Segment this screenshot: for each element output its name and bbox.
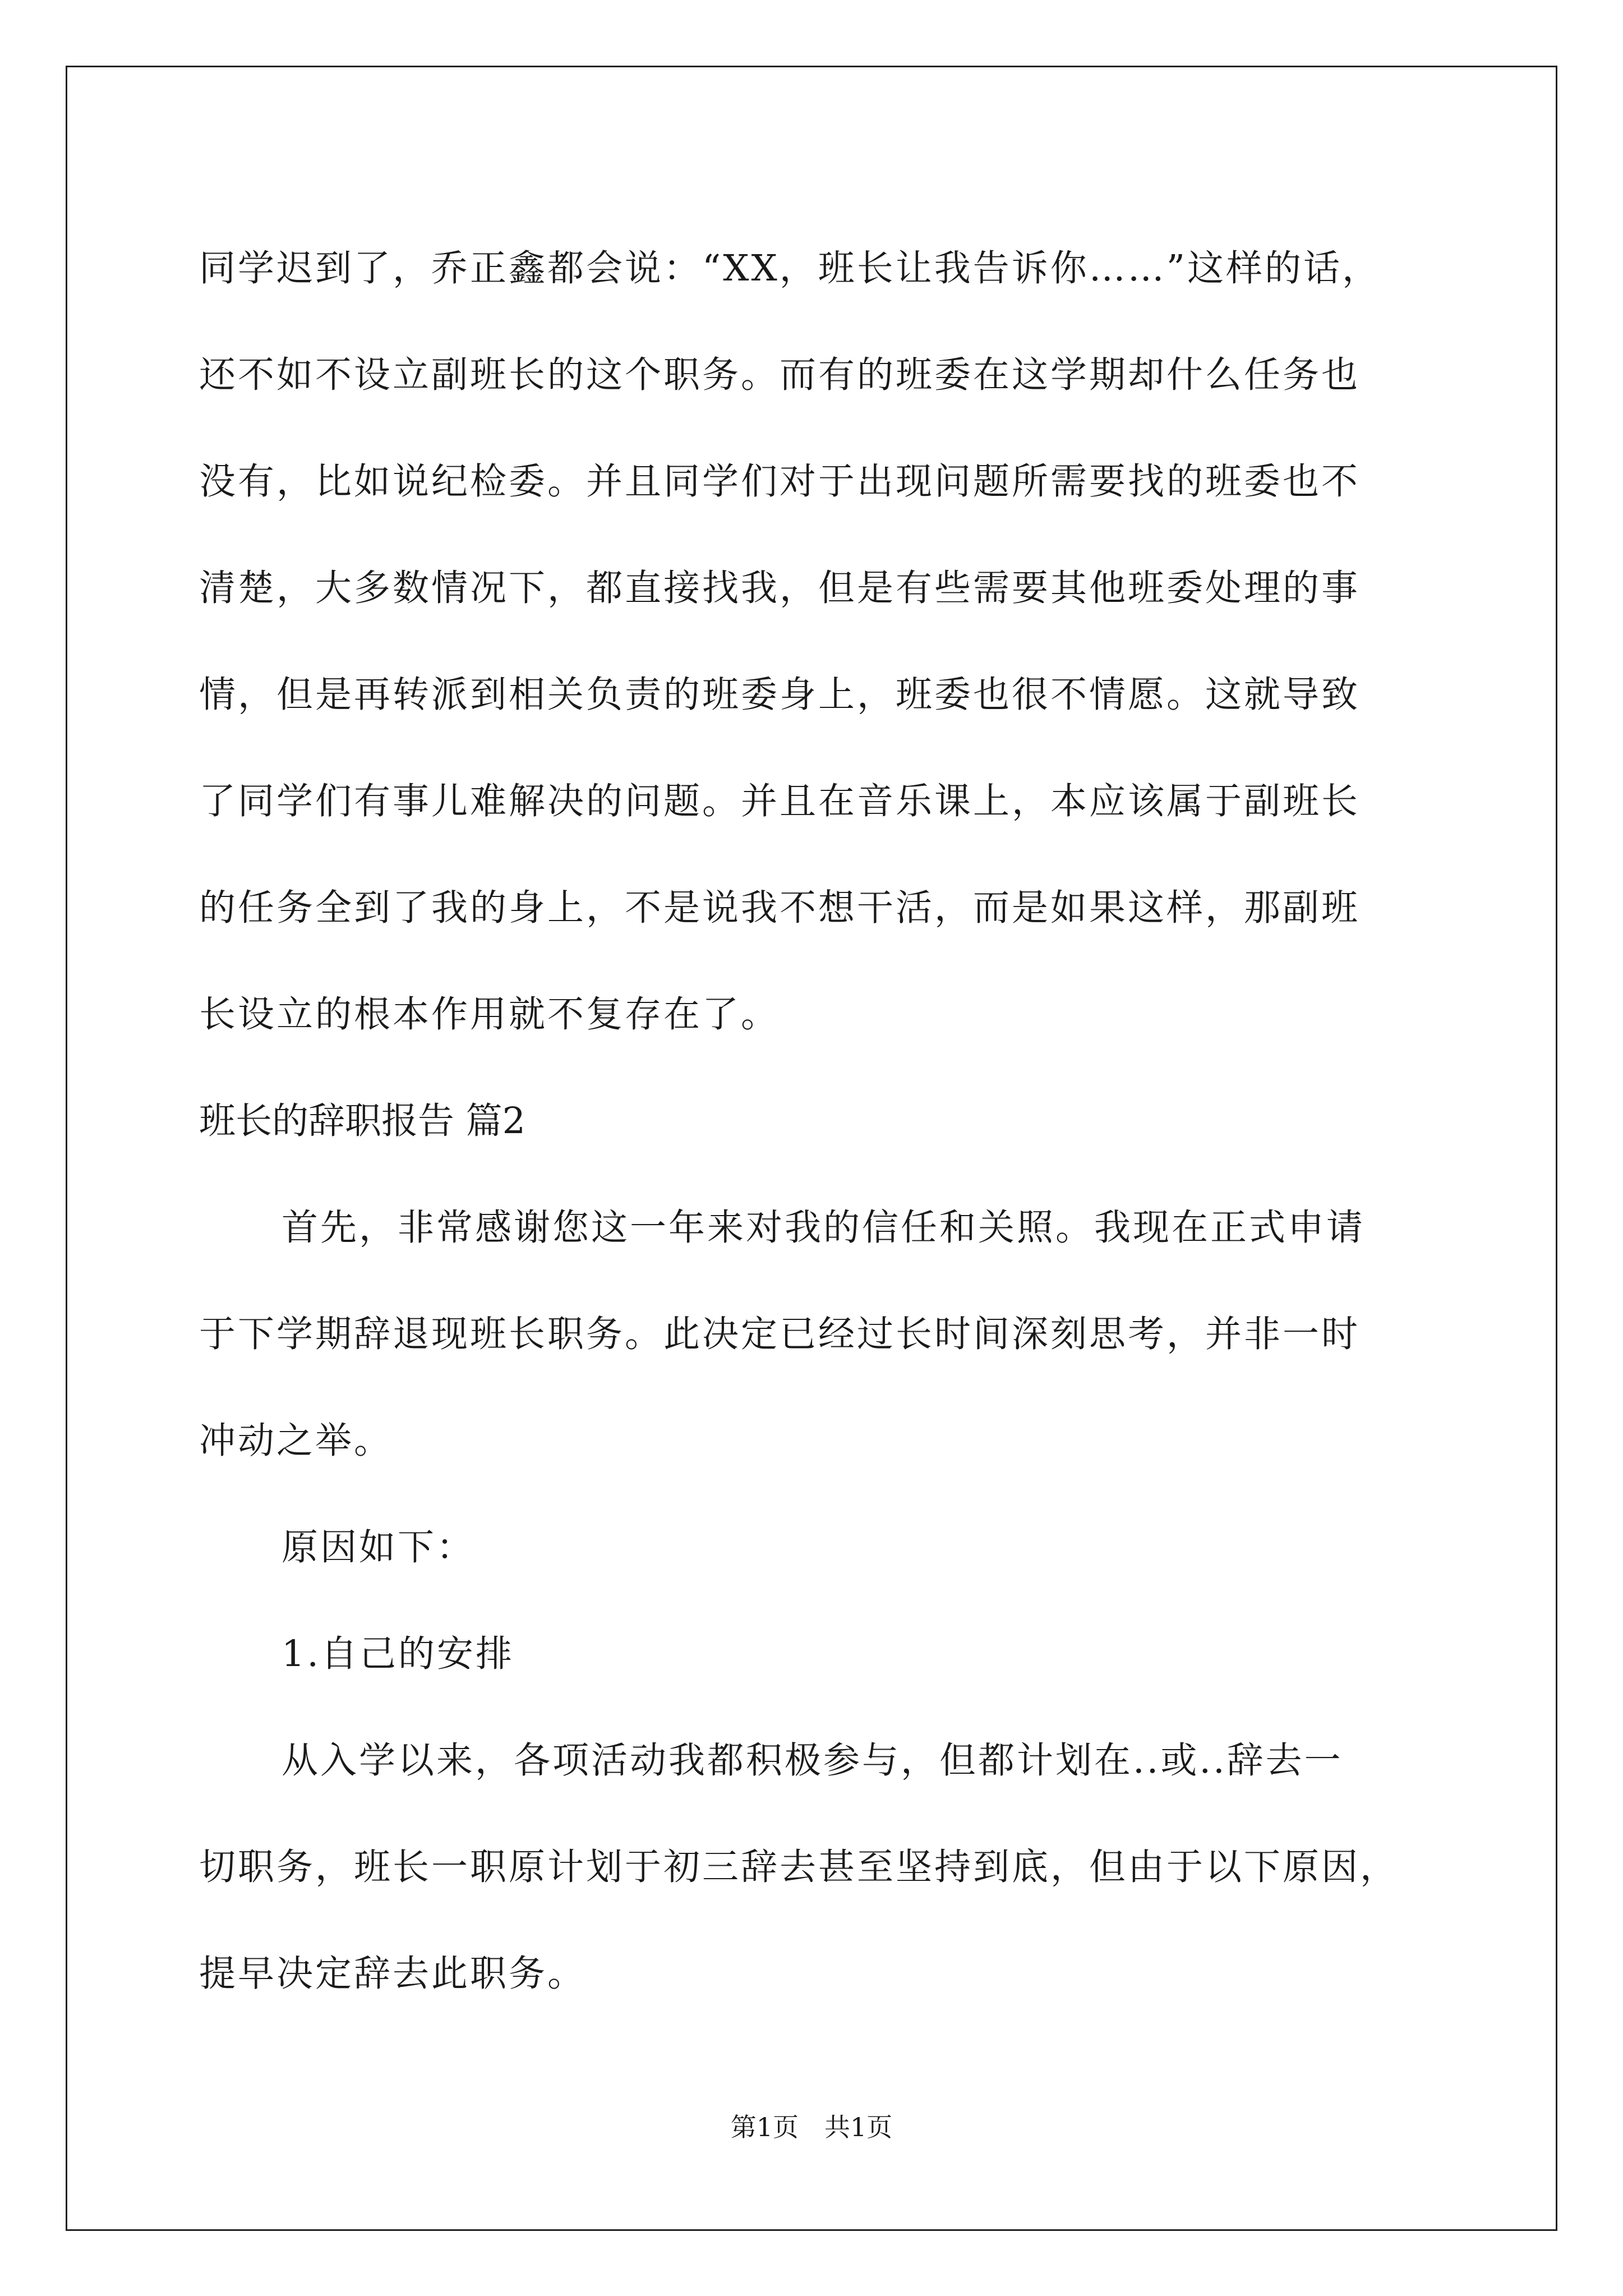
paragraph-line: 原因如下： bbox=[282, 1526, 476, 1568]
paragraph-line: 情，但是再转派到相关负责的班委身上，班委也很不情愿。这就导致 bbox=[199, 674, 1361, 716]
paragraph-line: 还不如不设立副班长的这个职务。而有的班委在这学期却什么任务也 bbox=[199, 354, 1361, 396]
paragraph-line: 同学迟到了，乔正鑫都会说：“XX，班长让我告诉你……”这样的话， bbox=[199, 247, 1381, 289]
section-heading: 班长的辞职报告 篇2 bbox=[199, 1100, 526, 1142]
list-item: 1.自己的安排 bbox=[282, 1633, 515, 1675]
document-body bbox=[199, 215, 1436, 2027]
paragraph-line: 首先，非常感谢您这一年来对我的信任和关照。我现在正式申请 bbox=[282, 1207, 1366, 1249]
paragraph-line: 于下学期辞退现班长职务。此决定已经过长时间深刻思考，并非一时 bbox=[199, 1313, 1361, 1355]
paragraph-line: 清楚，大多数情况下，都直接找我，但是有些需要其他班委处理的事 bbox=[199, 567, 1361, 609]
page-footer: 第1页 共1页 bbox=[730, 2112, 893, 2142]
paragraph-line: 的任务全到了我的身上，不是说我不想干活，而是如果这样，那副班 bbox=[199, 887, 1361, 929]
paragraph-line: 冲动之举。 bbox=[199, 1420, 393, 1462]
paragraph-line: 提早决定辞去此职务。 bbox=[199, 1953, 587, 1995]
paragraph-line: 切职务，班长一职原计划于初三辞去甚至坚持到底，但由于以下原因， bbox=[199, 1846, 1399, 1888]
paragraph-line: 没有，比如说纪检委。并且同学们对于出现问题所需要找的班委也不 bbox=[199, 461, 1361, 503]
paragraph-line: 长设立的根本作用就不复存在了。 bbox=[199, 993, 780, 1036]
paragraph-line: 了同学们有事儿难解决的问题。并且在音乐课上，本应该属于副班长 bbox=[199, 780, 1361, 822]
paragraph-line: 从入学以来，各项活动我都积极参与，但都计划在..或..辞去一 bbox=[282, 1740, 1343, 1782]
